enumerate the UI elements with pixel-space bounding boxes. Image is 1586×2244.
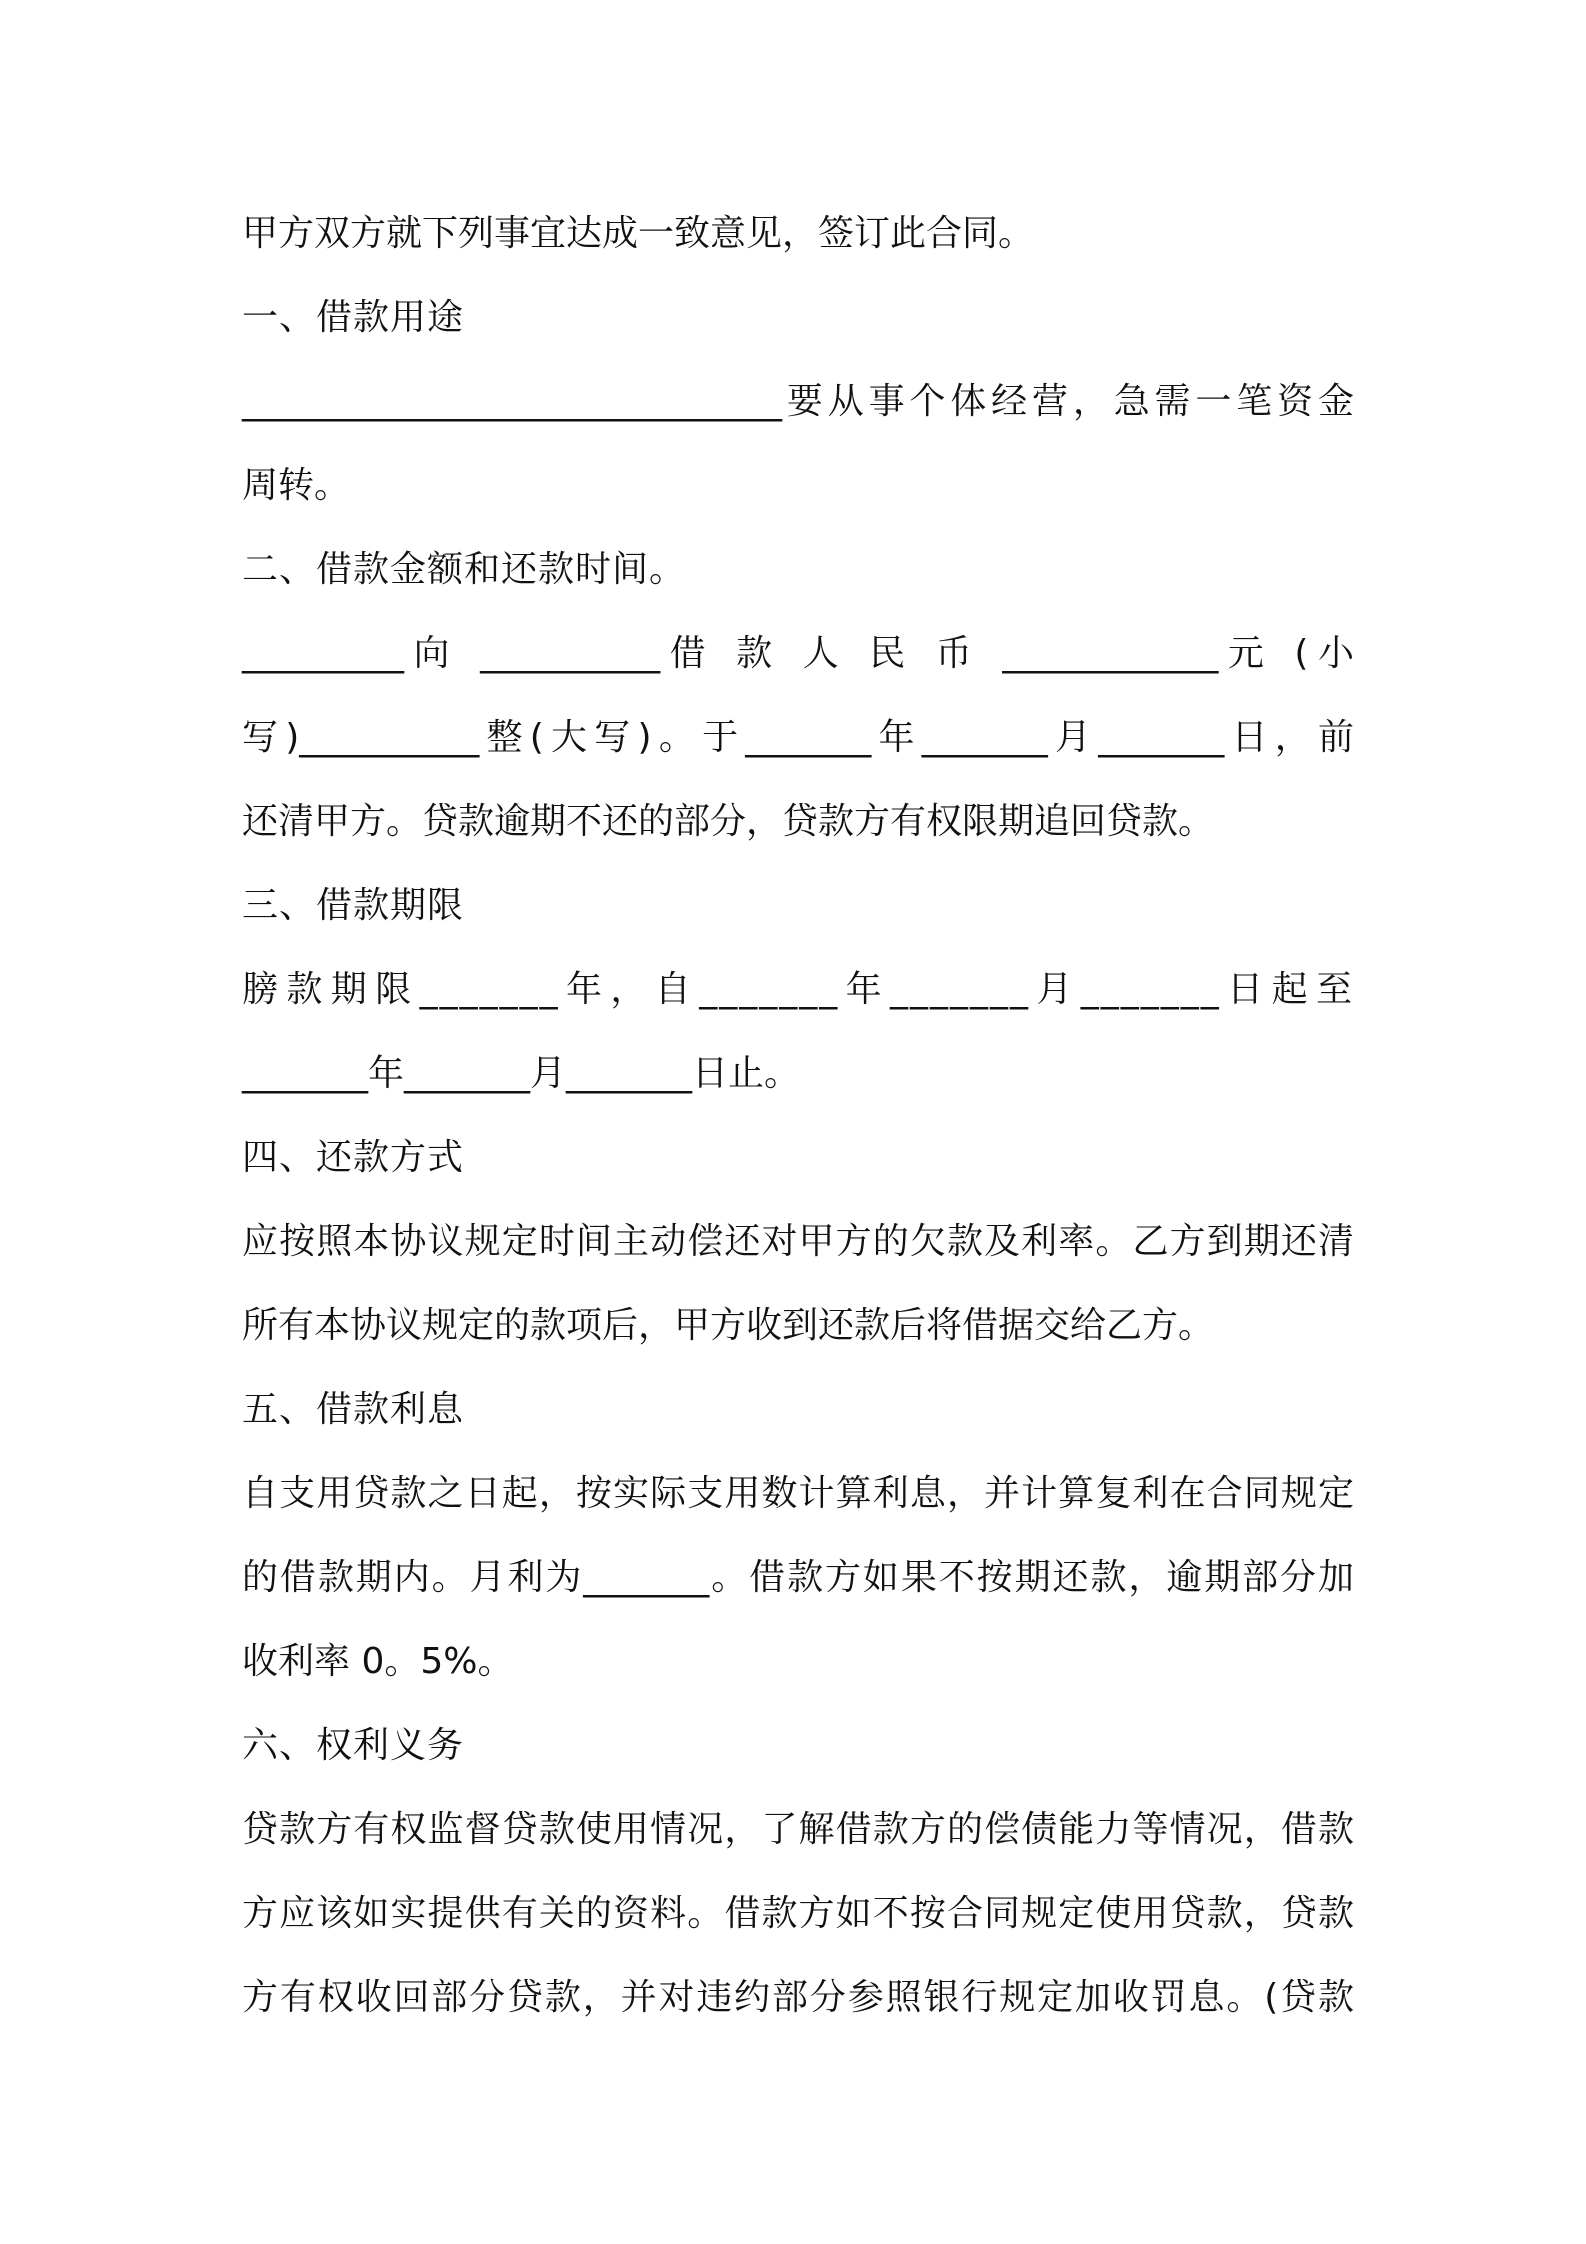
paragraph-line: 甲方双方就下列事宜达成一致意见，签订此合同。	[242, 213, 1035, 254]
paragraph-line: 写)__________整(大写)。于_______年_______月_______日，前	[242, 717, 1354, 758]
document-body	[242, 192, 1354, 2040]
paragraph-line: 方应该如实提供有关的资料。借款方如不按合同规定使用贷款，贷款	[242, 1893, 1354, 1934]
section-heading-purpose: 一、借款用途	[242, 297, 465, 338]
paragraph-line: ______________________________要从事个体经营，急需一笔资金	[242, 381, 1354, 422]
paragraph-line: 方有权收回部分贷款，并对违约部分参照银行规定加收罚息。(贷款	[242, 1977, 1354, 2018]
section-heading-repayment: 四、还款方式	[242, 1137, 465, 1178]
paragraph-line: 贷款方有权监督贷款使用情况，了解借款方的偿债能力等情况，借款	[242, 1809, 1354, 1850]
paragraph-line: 收利率 0。5%。	[242, 1641, 514, 1682]
paragraph-line: _________向 __________借 款 人 民 币 ____________元 (小	[242, 633, 1354, 674]
section-heading-amount: 二、借款金额和还款时间。	[242, 549, 687, 590]
paragraph-line: 应按照本协议规定时间主动偿还对甲方的欠款及利率。乙方到期还清	[242, 1221, 1354, 1262]
paragraph-line: _______年_______月_______日止。	[242, 1053, 801, 1094]
section-heading-term: 三、借款期限	[242, 885, 465, 926]
paragraph-line: 还清甲方。贷款逾期不还的部分，贷款方有权限期追回贷款。	[242, 801, 1215, 842]
paragraph-line: 自支用贷款之日起，按实际支用数计算利息，并计算复利在合同规定	[242, 1473, 1354, 1514]
paragraph-line: 周转。	[242, 465, 351, 506]
section-heading-rights: 六、权利义务	[242, 1725, 465, 1766]
paragraph-line: 的借款期内。月利为_______。借款方如果不按期还款，逾期部分加	[242, 1557, 1354, 1598]
paragraph-line: 所有本协议规定的款项后，甲方收到还款后将借据交给乙方。	[242, 1305, 1215, 1346]
section-heading-interest: 五、借款利息	[242, 1389, 465, 1430]
paragraph-line: 膀款期限_______年，自_______年_______月_______日起至	[242, 969, 1354, 1010]
